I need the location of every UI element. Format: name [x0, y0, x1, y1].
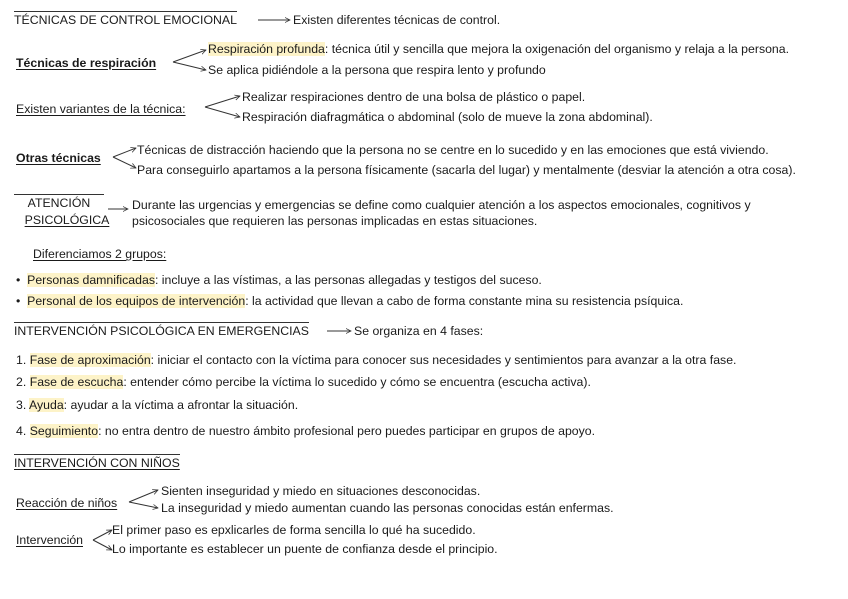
bullet-item [16, 273, 542, 288]
section-heading-psicologica: PSICOLÓGICA [24, 213, 110, 227]
def-line-1: Durante las urgencias y emergencias se define como cualquier atención a los aspectos emocionales, cognitivos y [132, 198, 751, 212]
highlight-term: Fase de escucha [29, 375, 124, 389]
phase-number: 1. [16, 353, 27, 367]
phase-text: : iniciar el contacto con la víctima para conocer sus necesidades y sentimientos para avanzar a la otra fase. [150, 353, 737, 367]
highlight-term: Ayuda [29, 398, 64, 412]
var-line-2: Respiración diafragmática o abdominal (solo de mueve la zona abdominal). [242, 110, 653, 124]
section-heading-atencion: ATENCIÓN [14, 194, 104, 211]
reac-line-1: Sienten inseguridad y miedo en situaciones desconocidas. [161, 484, 481, 498]
section-heading-intervencion-emergencias: INTERVENCIÓN PSICOLÓGICA EN EMERGENCIAS [14, 324, 309, 338]
phase-number: 2. [16, 375, 27, 389]
bullet-text: : la actividad que llevan a cabo de forma constante mina su resistencia psíquica. [245, 294, 684, 308]
reac-line-2: La inseguridad y miedo aumentan cuando las personas conocidas están enfermas. [161, 501, 614, 515]
phase-item [16, 398, 298, 413]
resp-line-1-text: : técnica útil y sencilla que mejora la oxigenación del organismo y relaja a la persona. [324, 42, 790, 56]
highlight-term: Respiración profunda [208, 42, 325, 56]
phase-text: : entender cómo percibe la víctima lo sucedido y cómo se encuentra (escucha activa). [123, 375, 591, 389]
phase-item [16, 375, 591, 390]
otras-line-1: Técnicas de distracción haciendo que la persona no se centre en lo sucedido y en las emociones que está viviendo. [137, 143, 769, 157]
label-grupos: Diferenciamos 2 grupos: [33, 247, 167, 261]
note-text: Existen diferentes técnicas de control. [293, 13, 501, 27]
note-text: Se organiza en 4 fases: [354, 324, 484, 338]
highlight-term: Fase de aproximación [29, 353, 151, 367]
label-intervencion: Intervención [16, 533, 83, 547]
arrow-icon [327, 325, 353, 337]
branch-arrow-icon [112, 140, 138, 174]
var-line-1: Realizar respiraciones dentro de una bolsa de plástico o papel. [242, 90, 586, 104]
label-reaccion-ninos: Reacción de niños [16, 496, 118, 510]
int-line-1: El primer paso es epxlicarles de forma sencilla lo qué ha sucedido. [112, 523, 476, 537]
bullet-icon: • [16, 273, 28, 287]
highlight-term: Seguimiento [29, 424, 99, 438]
int-line-2: Lo importante es establecer un puente de confianza desde el principio. [112, 542, 498, 556]
bullet-text: : incluye a las vístimas, a las personas allegadas y testigos del suceso. [154, 273, 542, 287]
phase-item [16, 424, 595, 439]
resp-line-2: Se aplica pidiéndole a la persona que respira lento y profundo [208, 63, 546, 77]
label-tecnicas-respiracion: Técnicas de respiración [16, 56, 157, 70]
label-variantes: Existen variantes de la técnica: [16, 102, 186, 116]
label-otras-tecnicas: Otras técnicas [16, 151, 101, 165]
section-heading-ninos: INTERVENCIÓN CON NIÑOS [14, 456, 180, 470]
highlight-term: Personal de los equipos de intervención [27, 294, 246, 308]
branch-arrow-icon [204, 90, 242, 124]
phase-text: : ayudar a la víctima a afrontar la situación. [63, 398, 299, 412]
phase-number: 4. [16, 424, 27, 438]
section-heading-control-emocional: TÉCNICAS DE CONTROL EMOCIONAL [14, 13, 237, 27]
resp-line-1 [208, 42, 789, 57]
arrow-icon [258, 14, 292, 26]
branch-arrow-icon [128, 482, 160, 518]
phase-text: : no entra dentro de nuestro ámbito profesional pero puedes participar en grupos de apoyo. [98, 424, 596, 438]
branch-arrow-icon [172, 44, 208, 78]
def-line-2: psicosociales que requieren las personas implicadas en estas situaciones. [132, 214, 538, 228]
arrow-icon [108, 203, 130, 215]
branch-arrow-icon [92, 522, 114, 558]
highlight-term: Personas damnificadas [27, 273, 155, 287]
phase-number: 3. [16, 398, 27, 412]
bullet-item [16, 294, 683, 309]
phase-item [16, 353, 736, 368]
otras-line-2: Para conseguirlo apartamos a la persona físicamente (sacarla del lugar) y mentalmente (desviar la atención a otra cosa). [137, 163, 796, 177]
bullet-icon: • [16, 294, 28, 308]
